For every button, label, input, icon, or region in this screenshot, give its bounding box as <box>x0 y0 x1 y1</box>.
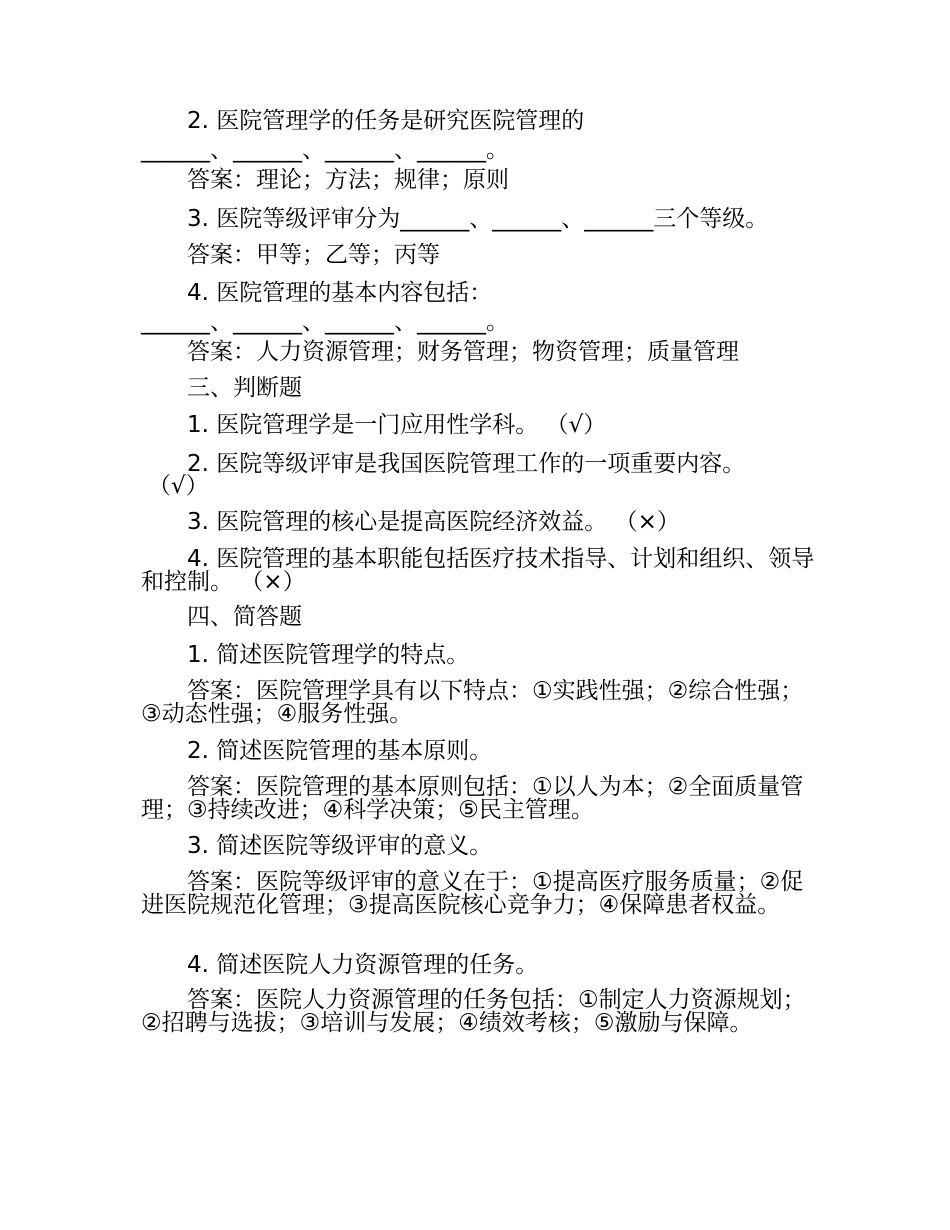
short-answer-question-2: 2. 简述医院管理的基本原则。 <box>187 738 493 764</box>
fill-in-question-3: 3. 医院等级评审分为______、______、______三个等级。 <box>187 206 769 232</box>
fill-in-answer-3: 答案：甲等；乙等；丙等 <box>187 242 440 268</box>
true-false-question-1: 1. 医院管理学是一门应用性学科。 （√） <box>187 412 607 438</box>
short-answer-heading: 四、简答题 <box>187 604 302 630</box>
short-answer-answer-3: 答案：医院等级评审的意义在于：①提高医疗服务质量；②促进医院规范化管理；③提高医院核心竞争力；④保障患者权益。 <box>141 869 804 918</box>
fill-in-question-2-blanks: ______、______、______、______。 <box>141 137 509 163</box>
true-false-question-2-mark: （√） <box>148 473 209 499</box>
true-false-question-3: 3. 医院管理的核心是提高医院经济效益。 （×） <box>187 509 680 535</box>
fill-in-answer-2: 答案：理论；方法；规律；原则 <box>187 167 509 193</box>
short-answer-question-4: 4. 简述医院人力资源管理的任务。 <box>187 952 539 978</box>
fill-in-question-2: 2. 医院管理学的任务是研究医院管理的 <box>187 108 585 134</box>
true-false-heading: 三、判断题 <box>187 375 302 401</box>
fill-in-question-4: 4. 医院管理的基本内容包括： <box>187 280 493 306</box>
short-answer-answer-1: 答案：医院管理学具有以下特点：①实践性强；②综合性强；③动态性强；④服务性强。 <box>141 678 804 727</box>
true-false-question-4: 4. 医院管理的基本职能包括医疗技术指导、计划和组织、领导和控制。 （×） <box>141 546 815 595</box>
short-answer-question-1: 1. 简述医院管理学的特点。 <box>187 642 470 668</box>
fill-in-answer-4: 答案：人力资源管理；财务管理；物资管理；质量管理 <box>187 339 739 365</box>
short-answer-answer-2: 答案：医院管理的基本原则包括：①以人为本；②全面质量管理；③持续改进；④科学决策；⑤民主管理。 <box>141 774 804 823</box>
short-answer-answer-4: 答案：医院人力资源管理的任务包括：①制定人力资源规划；②招聘与选拔；③培训与发展；④绩效考核；⑤激励与保障。 <box>141 987 806 1036</box>
fill-in-question-4-blanks: ______、______、______、______。 <box>141 309 509 335</box>
true-false-question-2: 2. 医院等级评审是我国医院管理工作的一项重要内容。 <box>187 451 746 477</box>
short-answer-question-3: 3. 简述医院等级评审的意义。 <box>187 833 493 859</box>
